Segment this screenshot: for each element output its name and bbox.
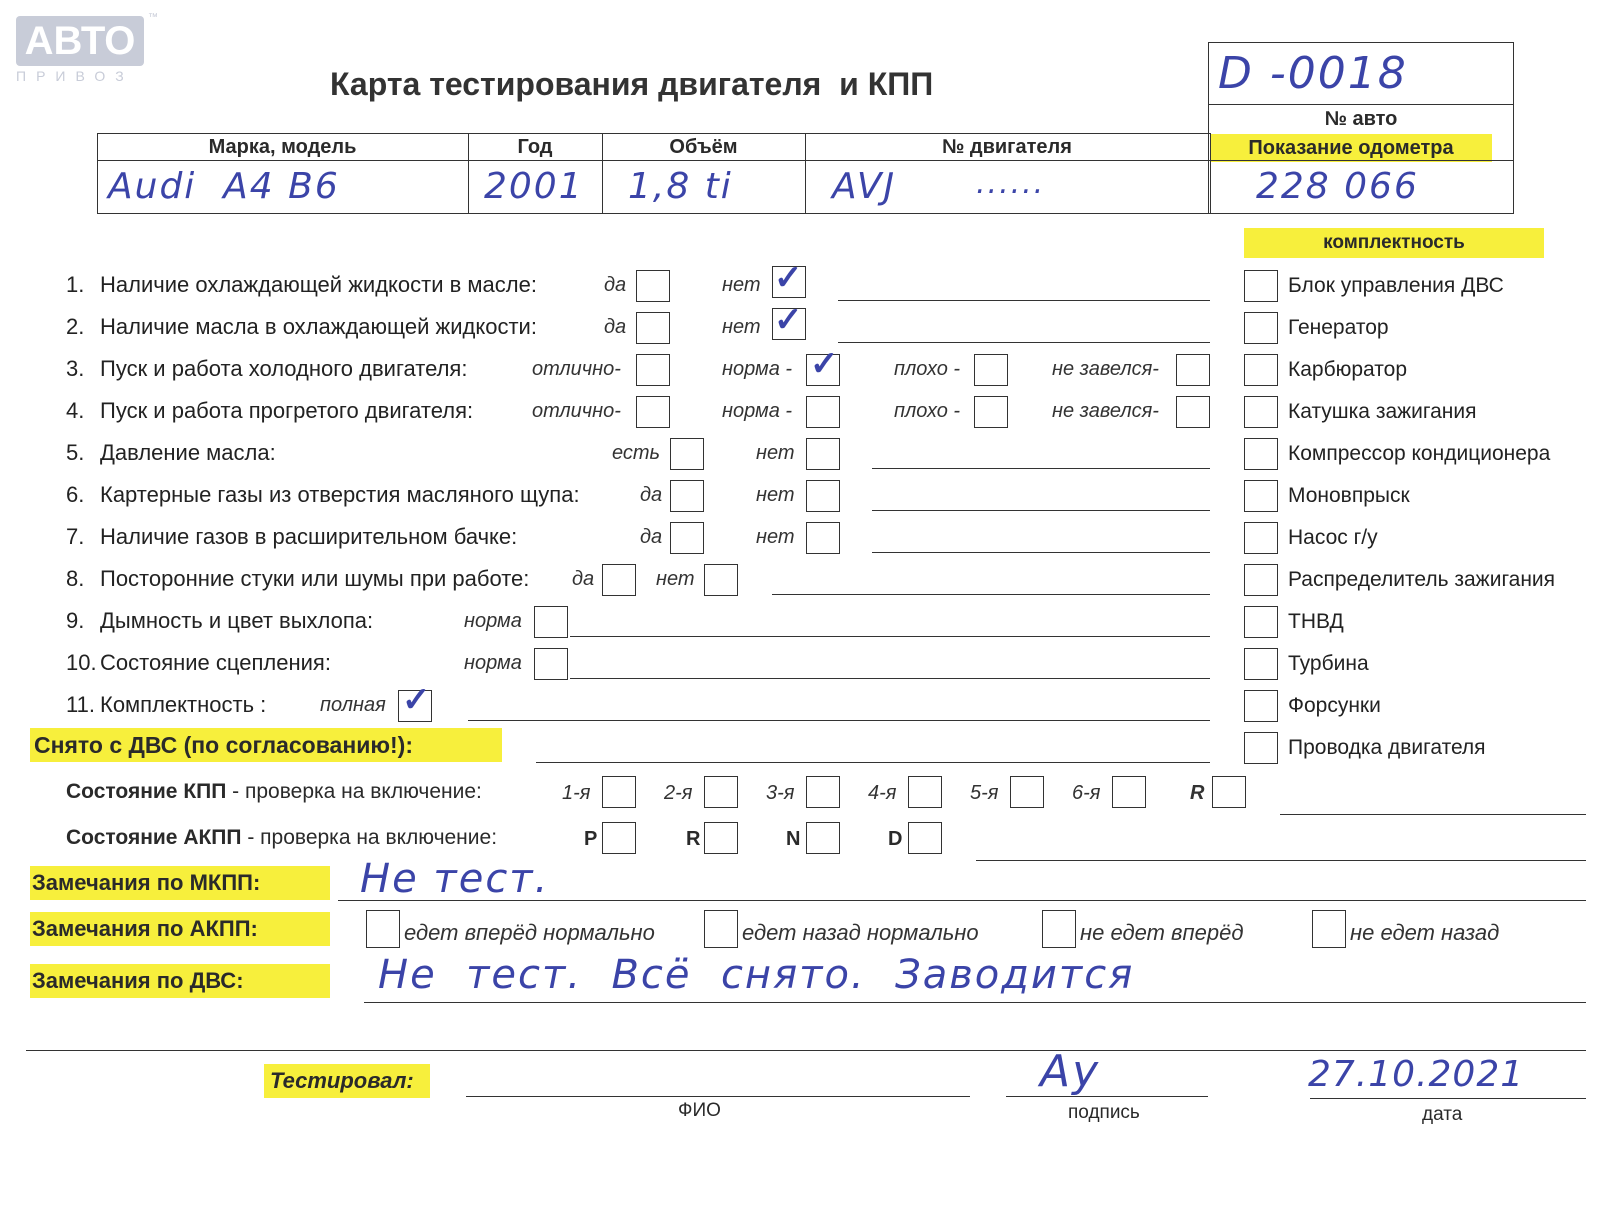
kit-checkbox-7[interactable] [1244, 522, 1278, 554]
kit-checkbox-12[interactable] [1244, 732, 1278, 764]
q1-opt-no: нет [722, 274, 761, 296]
q4-opt-bad: плохо - [894, 400, 961, 422]
q3-opt-nostart: не завелся- [1052, 358, 1159, 380]
q5-opt-yes: есть [612, 442, 661, 464]
kpp-gear-2-checkbox[interactable] [704, 776, 738, 808]
q10-normal-checkbox[interactable] [534, 648, 568, 680]
logo-sub: ПРИВОЗ [16, 68, 134, 84]
kit-checkbox-9[interactable] [1244, 606, 1278, 638]
q3-normal-check-icon: ✓ [810, 345, 839, 383]
kpp-label: Состояние КПП - проверка на включение: [66, 780, 482, 803]
kit-item-2: Генератор [1288, 316, 1389, 339]
q2-text: 2. Наличие масла в охлаждающей жидкости: [66, 314, 537, 339]
akpp-forward-ok-label: едет вперёд нормально [404, 920, 655, 945]
q3-bad-checkbox[interactable] [974, 354, 1008, 386]
q3-opt-bad: плохо - [894, 358, 961, 380]
mkpp-remarks-value: Не тест. [360, 856, 550, 902]
auto-number-value: D -0018 [1218, 48, 1408, 99]
q8-no-checkbox[interactable] [704, 564, 738, 596]
q3-text: 3. Пуск и работа холодного двигателя: [66, 356, 468, 381]
q2-opt-no: нет [722, 316, 761, 338]
engine-value: AVJ [832, 166, 897, 207]
odometer-value: 228 066 [1256, 166, 1419, 207]
kpp-gear-r-label: R [1190, 782, 1205, 804]
q11-opt-full: полная [320, 694, 386, 716]
q4-excellent-checkbox[interactable] [636, 396, 670, 428]
kpp-gear-3-label: 3-я [766, 782, 795, 804]
q6-no-checkbox[interactable] [806, 480, 840, 512]
q4-bad-checkbox[interactable] [974, 396, 1008, 428]
q4-text: 4. Пуск и работа прогретого двигателя: [66, 398, 474, 423]
signature: Ау [1040, 1046, 1101, 1097]
akpp-mode-n-label: N [786, 828, 801, 850]
q2-no-check-icon: ✓ [774, 301, 803, 339]
q3-nostart-checkbox[interactable] [1176, 354, 1210, 386]
date-value: 27.10.2021 [1308, 1054, 1525, 1095]
kit-checkbox-3[interactable] [1244, 354, 1278, 386]
q1-opt-yes: да [604, 274, 627, 296]
q3-opt-normal: норма - [722, 358, 793, 380]
q3-opt-excellent: отлично- [532, 358, 621, 380]
logo-main: АВТО [16, 16, 144, 66]
akpp-no-forward-label: не едет вперёд [1080, 920, 1244, 945]
page-title: Карта тестирования двигателя и КПП [330, 66, 934, 102]
kit-checkbox-2[interactable] [1244, 312, 1278, 344]
q1-no-check-icon: ✓ [774, 259, 803, 297]
akpp-no-backward-checkbox[interactable] [1312, 910, 1346, 948]
kit-item-12: Проводка двигателя [1288, 736, 1486, 759]
akpp-mode-d-checkbox[interactable] [908, 822, 942, 854]
kit-checkbox-4[interactable] [1244, 396, 1278, 428]
kpp-gear-5-label: 5-я [970, 782, 999, 804]
akpp-no-forward-checkbox[interactable] [1042, 910, 1076, 948]
kit-checkbox-11[interactable] [1244, 690, 1278, 722]
kit-checkbox-5[interactable] [1244, 438, 1278, 470]
q5-text: 5. Давление масла: [66, 440, 276, 465]
mkpp-remarks-label: Замечания по МКПП: [30, 866, 330, 900]
akpp-remarks-label: Замечания по АКПП: [30, 912, 330, 946]
date-label: дата [1422, 1104, 1463, 1125]
akpp-mode-p-label: P [584, 828, 598, 850]
year-label: Год [517, 136, 553, 158]
akpp-backward-ok-checkbox[interactable] [704, 910, 738, 948]
q4-nostart-checkbox[interactable] [1176, 396, 1210, 428]
q5-no-checkbox[interactable] [806, 438, 840, 470]
q7-opt-no: нет [756, 526, 795, 548]
q4-opt-nostart: не завелся- [1052, 400, 1159, 422]
kpp-gear-3-checkbox[interactable] [806, 776, 840, 808]
akpp-mode-d-label: D [888, 828, 903, 850]
signature-label: подпись [1068, 1102, 1140, 1123]
kit-item-11: Форсунки [1288, 694, 1381, 717]
akpp-forward-ok-checkbox[interactable] [366, 910, 400, 948]
kpp-gear-1-checkbox[interactable] [602, 776, 636, 808]
q7-opt-yes: да [640, 526, 663, 548]
kit-item-10: Турбина [1288, 652, 1369, 675]
logo-tm: ™ [148, 12, 158, 23]
kit-checkbox-10[interactable] [1244, 648, 1278, 680]
q6-opt-yes: да [640, 484, 663, 506]
q6-text: 6. Картерные газы из отверстия масляного щупа: [66, 482, 580, 507]
q2-opt-yes: да [604, 316, 627, 338]
q8-opt-yes: да [572, 568, 595, 590]
kit-title: комплектность [1244, 228, 1544, 258]
kpp-gear-6-checkbox[interactable] [1112, 776, 1146, 808]
q7-yes-checkbox[interactable] [670, 522, 704, 554]
kit-item-4: Катушка зажигания [1288, 400, 1477, 423]
q4-opt-excellent: отлично- [532, 400, 621, 422]
q5-opt-no: нет [756, 442, 795, 464]
q4-normal-checkbox[interactable] [806, 396, 840, 428]
q1-yes-checkbox[interactable] [636, 270, 670, 302]
kit-item-1: Блок управления ДВС [1288, 274, 1504, 297]
kit-item-7: Насос г/у [1288, 526, 1378, 549]
kpp-gear-2-label: 2-я [664, 782, 693, 804]
kit-item-9: ТНВД [1288, 610, 1344, 633]
fio-label: ФИО [678, 1100, 721, 1121]
kit-checkbox-1[interactable] [1244, 270, 1278, 302]
brand-label: Марка, модель [208, 136, 357, 158]
year-value: 2001 [484, 166, 584, 207]
q8-yes-checkbox[interactable] [602, 564, 636, 596]
kpp-gear-6-label: 6-я [1072, 782, 1101, 804]
akpp-no-backward-label: не едет назад [1350, 920, 1500, 945]
kpp-gear-4-checkbox[interactable] [908, 776, 942, 808]
q11-full-check-icon: ✓ [402, 681, 431, 719]
kit-checkbox-8[interactable] [1244, 564, 1278, 596]
q9-text: 9. Дымность и цвет выхлопа: [66, 608, 374, 633]
kit-item-5: Компрессор кондиционера [1288, 442, 1551, 465]
kit-item-6: Моновпрыск [1288, 484, 1410, 507]
q1-text: 1. Наличие охлаждающей жидкости в масле: [66, 272, 537, 297]
q9-normal-checkbox[interactable] [534, 606, 568, 638]
q10-opt-normal: норма [464, 652, 522, 674]
q3-excellent-checkbox[interactable] [636, 354, 670, 386]
q4-opt-normal: норма - [722, 400, 793, 422]
engine-dots: ...... [976, 166, 1046, 201]
q7-no-checkbox[interactable] [806, 522, 840, 554]
akpp-backward-ok-label: едет назад нормально [742, 920, 979, 945]
kpp-gear-1-label: 1-я [562, 782, 591, 804]
removed-label: Снято с ДВС (по согласованию!): [30, 728, 502, 762]
engine-label: № двигателя [942, 136, 1072, 158]
q11-text: 11. Комплектность : [66, 692, 267, 717]
volume-value: 1,8 ti [628, 166, 733, 207]
akpp-mode-r-label: R [686, 828, 701, 850]
q6-opt-no: нет [756, 484, 795, 506]
q10-text: 10. Состояние сцепления: [66, 650, 331, 675]
q8-opt-no: нет [656, 568, 695, 590]
kpp-gear-5-checkbox[interactable] [1010, 776, 1044, 808]
brand-value: Audi A4 B6 [108, 166, 340, 207]
logo [16, 12, 158, 84]
dvs-remarks-label: Замечания по ДВС: [30, 964, 330, 998]
akpp-mode-n-checkbox[interactable] [806, 822, 840, 854]
akpp-label: Состояние АКПП - проверка на включение: [66, 826, 498, 849]
q8-text: 8. Посторонние стуки или шумы при работе: [66, 566, 530, 591]
kpp-gear-4-label: 4-я [868, 782, 897, 804]
q6-yes-checkbox[interactable] [670, 480, 704, 512]
q2-yes-checkbox[interactable] [636, 312, 670, 344]
q7-text: 7. Наличие газов в расширительном бачке: [66, 524, 518, 549]
auto-number-label: № авто [1324, 108, 1398, 130]
akpp-mode-r-checkbox[interactable] [704, 822, 738, 854]
q9-opt-normal: норма [464, 610, 522, 632]
q5-yes-checkbox[interactable] [670, 438, 704, 470]
odometer-label: Показание одометра [1210, 134, 1492, 162]
dvs-remarks-value: Не тест. Всё снято. Заводится [378, 952, 1135, 998]
tested-by-label: Тестировал: [264, 1064, 430, 1098]
volume-label: Объём [669, 136, 738, 158]
kpp-gear-r-checkbox[interactable] [1212, 776, 1246, 808]
kit-item-8: Распределитель зажигания [1288, 568, 1556, 591]
akpp-mode-p-checkbox[interactable] [602, 822, 636, 854]
kit-item-3: Карбюратор [1288, 358, 1408, 381]
kit-checkbox-6[interactable] [1244, 480, 1278, 512]
